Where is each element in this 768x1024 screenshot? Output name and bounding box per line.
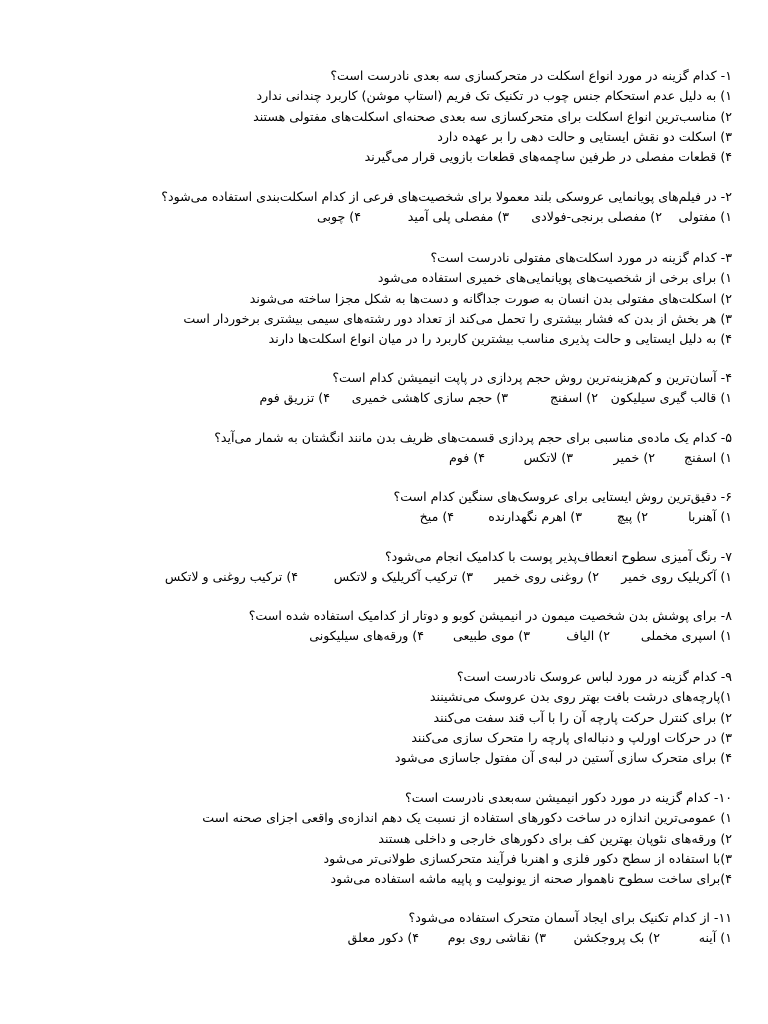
option: ۲) اسکلت‌های مفتولی بدن انسان به صورت جداگانه و دست‌ها به شکل مجزا ساخته می‌شوند (249, 290, 732, 306)
question-2 (12, 187, 732, 228)
option: ۳)با استفاده از سطح دکور فلزی و اهنربا فرآیند متحرکسازی طولانی‌تر می‌شود (323, 850, 732, 866)
question-1 (12, 66, 732, 167)
question-6 (12, 487, 732, 528)
option: ۴) چوبی (317, 209, 361, 225)
question-stem: ۳- کدام گزینه در مورد اسکلت‌های مفتولی نادرست است؟ (430, 250, 732, 265)
option: ۲) بک پروجکشن (573, 930, 660, 946)
option: ۱) آکریلیک روی خمیر (621, 569, 732, 585)
option: ۱) اسپری مخملی (640, 628, 732, 644)
inline-options (12, 388, 732, 408)
option: ۲) مناسب‌ترین انواع اسکلت برای متحرکسازی سه بعدی صحنه‌ای اسکلت‌های مفتولی هستند (253, 108, 732, 124)
option: ۴) به دلیل ایستایی و حالت پذیری مناسب بیشترین کاربرد را در میان انواع اسکلت‌ها دارند (268, 331, 732, 347)
option: ۳) در حرکات اورلپ و دنباله‌ای پارچه را متحرک سازی می‌کنند (411, 729, 732, 745)
option: ۲) اسفنج (549, 390, 598, 406)
question-4 (12, 368, 732, 409)
option: ۳) اسکلت دو نقش ایستایی و حالت دهی را بر عهده دارد (437, 128, 732, 144)
question-stem: ۲- در فیلم‌های پویانمایی عروسکی بلند معمولا برای شخصیت‌های فرعی از کدام اسکلت‌بندی استفاده می‌شود؟ (161, 189, 732, 204)
question-3 (12, 248, 732, 349)
question-10 (12, 788, 732, 889)
option: ۱)پارچه‌های درشت بافت بهتر روی بدن عروسک می‌نشینند (429, 689, 732, 705)
option: ۱) برای برخی از شخصیت‌های پویانمایی‌های خمیری استفاده می‌شود (377, 270, 732, 286)
inline-options (12, 448, 732, 468)
question-stem: ۵- کدام یک ماده‌ی مناسبی برای حجم پردازی قسمت‌های ظریف بدن مانند انگشتان به شمار می‌آید؟ (214, 430, 732, 445)
question-stem: ۱۰- کدام گزینه در مورد دکور انیمیشن سه‌بعدی نادرست است؟ (405, 790, 732, 805)
option: ۳) هر بخش از بدن که فشار بیشتری را تحمل می‌کند از تعداد دور رشته‌های سیمی بیشتری برخوردار است (183, 310, 732, 326)
question-stem: ۸- برای پوشش بدن شخصیت میمون در انیمیشن کوبو و دوتار از کدامیک استفاده شده است؟ (248, 608, 732, 623)
option: ۱) به دلیل عدم استحکام جنس چوب در تکنیک تک فریم (استاپ موشن) کاربرد چندانی ندارد (256, 88, 732, 104)
option: ۴) قطعات مفصلی در طرفین ساچمه‌های قطعات بازویی قرار می‌گیرند (364, 149, 732, 165)
option: ۲) خمیر (613, 450, 655, 466)
question-8 (12, 606, 732, 647)
option: ۱) عمومی‌ترین اندازه در ساخت دکورهای استفاده از نسبت یک دهم اندازه‌ی واقعی اجزای صحنه است (202, 810, 732, 826)
option: ۴) ترکیب روغنی و لاتکس (164, 569, 298, 585)
option: ۴) ورقه‌های سیلیکونی (309, 628, 424, 644)
option: ۱) مفتولی (678, 209, 732, 225)
question-stem: ۷- رنگ آمیزی سطوح انعطاف‌پذیر پوست با کدامیک انجام می‌شود؟ (385, 549, 732, 564)
option: ۱) اسفنج (683, 450, 732, 466)
question-7 (12, 547, 732, 588)
question-stem: ۱۱- از کدام تکنیک برای ایجاد آسمان متحرک استفاده می‌شود؟ (408, 910, 732, 925)
question-11 (12, 908, 732, 949)
question-stem: ۱- کدام گزینه در مورد انواع اسکلت در متحرکسازی سه بعدی نادرست است؟ (330, 68, 732, 83)
option: ۲) مفصلی برنجی-فولادی (531, 209, 662, 225)
question-5 (12, 428, 732, 469)
inline-options (12, 507, 732, 527)
inline-options (12, 207, 732, 227)
question-stem: ۴- آسان‌ترین و کم‌هزینه‌ترین روش حجم پردازی در پاپت انیمیشن کدام است؟ (332, 370, 732, 385)
option: ۳) حجم سازی کاهشی خمیری (351, 390, 508, 406)
option: ۴) برای متحرک سازی آستین در لبه‌ی آن مفتول جاسازی می‌شود (394, 750, 732, 766)
option: ۲) روغنی روی خمیر (494, 569, 599, 585)
option: ۲) ورقه‌های نئوپان بهترین کف برای دکورهای خارجی و داخلی هستند (378, 830, 732, 846)
inline-options (12, 626, 732, 646)
question-9 (12, 667, 732, 768)
option: ۴) دکور معلق (347, 930, 419, 946)
option: ۱) آهنربا (688, 509, 732, 525)
option: ۴) میخ (419, 509, 454, 525)
question-stem: ۶- دقیق‌ترین روش ایستایی برای عروسک‌های سنگین کدام است؟ (393, 489, 732, 504)
option: ۲) الیاف (566, 628, 610, 644)
inline-options (12, 928, 732, 948)
inline-options (12, 567, 732, 587)
option: ۱) قالب گیری سیلیکون (610, 390, 732, 406)
option: ۳) اهرم نگهدارنده (488, 509, 582, 525)
option: ۱) آینه (698, 930, 732, 946)
question-stem: ۹- کدام گزینه در مورد لباس عروسک نادرست است؟ (456, 669, 732, 684)
option: ۳) مفصلی پلی آمید (407, 209, 509, 225)
option: ۴) فوم (448, 450, 485, 466)
option: ۲) پیچ (616, 509, 648, 525)
option: ۳) موی طبیعی (453, 628, 530, 644)
option: ۴) تزریق فوم (259, 390, 330, 406)
option: ۳) لاتکس (523, 450, 573, 466)
option: ۴)برای ساخت سطوح ناهموار صحنه از یونولیت و پاپیه ماشه استفاده می‌شود (330, 871, 732, 887)
option: ۲) برای کنترل حرکت پارچه آن را با آب قند سفت می‌کنند (433, 709, 732, 725)
option: ۳) ترکیب آکریلیک و لاتکس (333, 569, 473, 585)
option: ۳) نقاشی روی بوم (447, 930, 546, 946)
